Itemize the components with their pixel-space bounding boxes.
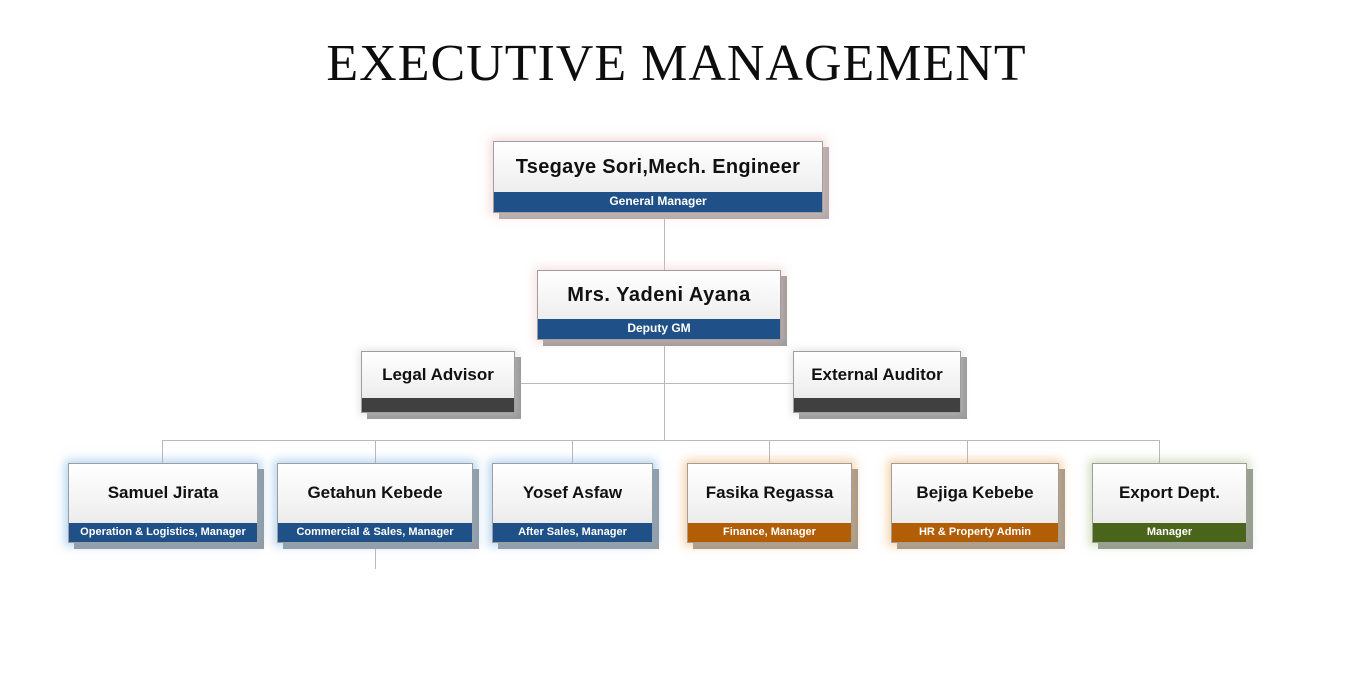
page-title: EXECUTIVE MANAGEMENT bbox=[326, 35, 1027, 92]
connector-drop-bejiga bbox=[967, 440, 968, 463]
org-node-export-dept[interactable] bbox=[1092, 463, 1247, 543]
node-role: After Sales, Manager bbox=[493, 523, 652, 542]
node-role: Operation & Logistics, Manager bbox=[69, 523, 257, 542]
connector-drop-fasika bbox=[769, 440, 770, 463]
node-role: Finance, Manager bbox=[688, 523, 851, 542]
connector-drop-samuel bbox=[162, 440, 163, 463]
node-role-bar bbox=[794, 398, 960, 412]
org-node-external-auditor[interactable] bbox=[793, 351, 961, 413]
node-body bbox=[687, 463, 852, 543]
node-role: HR & Property Admin bbox=[892, 523, 1058, 542]
connector-gm-to-deputy bbox=[664, 213, 665, 271]
node-name: Legal Advisor bbox=[382, 364, 494, 384]
node-body bbox=[361, 351, 515, 413]
node-body bbox=[493, 141, 823, 213]
node-body bbox=[492, 463, 653, 543]
node-name: Tsegaye Sori,Mech. Engineer bbox=[515, 156, 801, 179]
node-name: Getahun Kebede bbox=[307, 483, 443, 503]
node-name: Bejiga Kebebe bbox=[916, 483, 1034, 503]
node-name: Yosef Asfaw bbox=[522, 483, 623, 503]
org-node-hr-property-admin[interactable] bbox=[891, 463, 1059, 543]
node-name: Mrs. Yadeni Ayana bbox=[567, 284, 751, 307]
org-node-finance[interactable] bbox=[687, 463, 852, 543]
org-node-general-manager[interactable] bbox=[493, 141, 823, 213]
node-role: Deputy GM bbox=[538, 319, 780, 339]
org-node-operation-logistics[interactable] bbox=[68, 463, 258, 543]
node-body bbox=[1092, 463, 1247, 543]
org-node-legal-advisor[interactable] bbox=[361, 351, 515, 413]
connector-drop-yosef bbox=[572, 440, 573, 463]
node-body bbox=[891, 463, 1059, 543]
connector-advisor-horizontal bbox=[515, 383, 794, 384]
node-name: External Auditor bbox=[811, 364, 943, 384]
connector-drop-export bbox=[1159, 440, 1160, 463]
connector-departments-horizontal bbox=[162, 440, 1159, 441]
node-role: Commercial & Sales, Manager bbox=[278, 523, 472, 542]
org-node-after-sales[interactable] bbox=[492, 463, 653, 543]
node-role: Manager bbox=[1093, 523, 1246, 542]
node-name: Export Dept. bbox=[1118, 483, 1221, 503]
node-body bbox=[277, 463, 473, 543]
node-role: General Manager bbox=[494, 192, 822, 212]
node-body bbox=[537, 270, 781, 340]
org-node-deputy-gm[interactable] bbox=[537, 270, 781, 340]
node-name: Fasika Regassa bbox=[705, 483, 834, 503]
node-name: Samuel Jirata bbox=[107, 483, 219, 503]
node-body bbox=[68, 463, 258, 543]
connector-deputy-down bbox=[664, 340, 665, 440]
node-body bbox=[793, 351, 961, 413]
org-node-commercial-sales[interactable] bbox=[277, 463, 473, 543]
connector-drop-getahun bbox=[375, 440, 376, 463]
node-role-bar bbox=[362, 398, 514, 412]
